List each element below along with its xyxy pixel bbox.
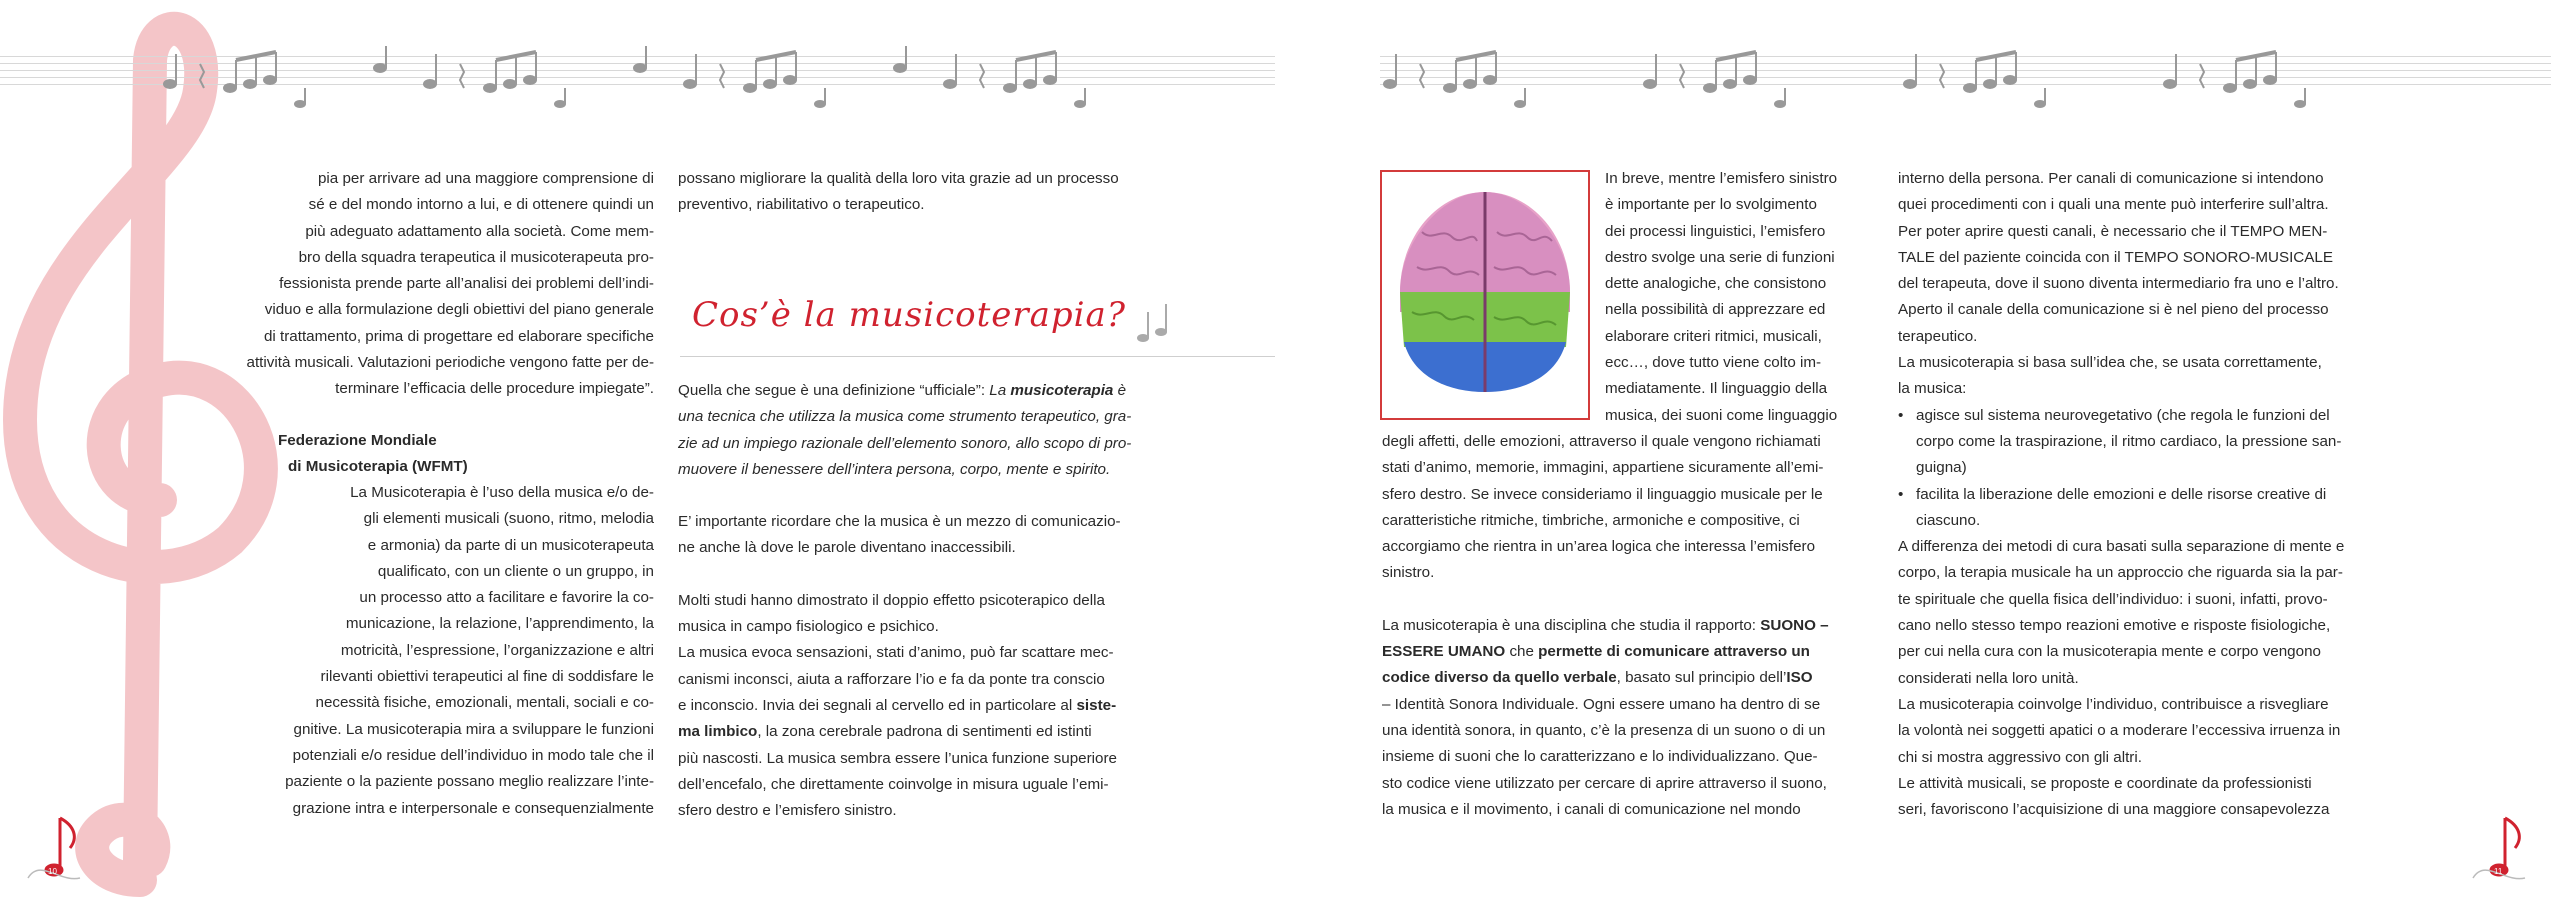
left-col2-top bbox=[678, 166, 1178, 219]
text-line: sto codice viene utilizzato per cercare di aprire attraverso il suono, bbox=[1382, 774, 1827, 792]
text-line: accorgiamo che rientra in un’area logica che interessa l’emisfero bbox=[1382, 538, 1816, 556]
text-line: chi si mostra aggressivo con gli altri. bbox=[1898, 748, 2142, 766]
org-heading bbox=[278, 428, 578, 481]
text-line: – Identità Sonora Individuale. Ogni essere umano ha dentro di se bbox=[1382, 695, 1821, 713]
text-line: la volontà nei soggetti apatici o a moderare l’eccessiva irruenza in bbox=[1898, 722, 2341, 740]
text-line: te spirituale che quella fisica dell’individuo: i suoni, infatti, provo- bbox=[1898, 590, 2328, 608]
text-line: La Musicoterapia è l’uso della musica e/o de- bbox=[350, 484, 654, 501]
text-line: codice diverso da quello verbale, basato sul principio dell’ISO bbox=[1382, 669, 1813, 687]
text-line: pia per arrivare ad una maggiore comprensione di bbox=[317, 170, 654, 187]
bullet-list bbox=[1898, 403, 2388, 534]
text-line: più adeguato adattamento alla società. Come mem- bbox=[305, 222, 654, 240]
text-line: più nascosti. La musica sembra essere l’unica funzione superiore bbox=[678, 749, 1117, 767]
left-col2-definition bbox=[678, 378, 1178, 824]
text-line: terapeutico. bbox=[1898, 327, 1978, 345]
right-col2 bbox=[1898, 166, 2388, 823]
text-line: nella possibilità di apprezzare ed bbox=[1605, 301, 1826, 319]
bold-sistema: siste- bbox=[1076, 696, 1117, 714]
text-line: degli affetti, delle emozioni, attraverso il quale vengono richiamati bbox=[1382, 433, 1821, 450]
left-col1-definition bbox=[178, 480, 654, 822]
text-line: Le attività musicali, se proposte e coordinate da professionisti bbox=[1898, 774, 2312, 792]
text-line: zie ad un impiego razionale dell’elemento sonoro, allo scopo di pro- bbox=[678, 434, 1132, 452]
text-line: e inconscio. Invia dei segnali al cervello ed in particolare al siste- bbox=[678, 696, 1117, 714]
text-line: per cui nella cura con la musicoterapia mente e corpo vengono bbox=[1898, 643, 2321, 661]
text-line: quei procedimenti con i quali una mente può interferire sull’altra. bbox=[1898, 196, 2329, 214]
left-col1-intro bbox=[178, 166, 654, 403]
text-line: attività musicali. Valutazioni periodiche vengono fatte per de- bbox=[246, 354, 654, 372]
right-col1-full bbox=[1382, 429, 1875, 823]
text-line: seri, favoriscono l’acquisizione di una maggiore consapevolezza bbox=[1898, 801, 2330, 819]
text-line: una identità sonora, in quanto, c’è la presenza di un suono o di un bbox=[1382, 721, 1826, 739]
text-line: motricità, l’espressione, l’organizzazione e altri bbox=[340, 641, 654, 659]
text-line: stati d’animo, memorie, immagini, appartiene sicuramente all’emi- bbox=[1382, 459, 1824, 477]
text-line: una tecnica che utilizza la musica come strumento terapeutico, gra- bbox=[678, 408, 1132, 426]
text-line: dei processi linguistici, l’emisfero bbox=[1605, 222, 1826, 240]
text-line: bro della squadra terapeutica il musicoterapeuta pro- bbox=[298, 248, 654, 266]
text-line: corpo, la terapia musicale ha un approccio che riguarda sia la par- bbox=[1898, 564, 2343, 582]
text-line: mediatamente. Il linguaggio della bbox=[1605, 380, 1828, 398]
text-line: A differenza dei metodi di cura basati sulla separazione di mente e bbox=[1898, 538, 2345, 556]
text-line: cano nello stesso tempo reazioni emotive e risposte fisiologiche, bbox=[1898, 617, 2331, 635]
text-line: muovere il benessere dell’intera persona, corpo, mente e spirito. bbox=[678, 460, 1111, 478]
brain-illustration-icon bbox=[1382, 172, 1588, 418]
text-line: elaborare criteri ritmici, musicali, bbox=[1605, 327, 1822, 345]
text-line: gnitive. La musicoterapia mira a sviluppare le funzioni bbox=[293, 720, 654, 738]
text-line: interno della persona. Per canali di comunicazione si intendono bbox=[1898, 170, 2324, 187]
text-line: musica, dei suoni come linguaggio bbox=[1605, 406, 1838, 424]
text-line: possano migliorare la qualità della loro vita grazie ad un processo bbox=[678, 170, 1119, 187]
text-line: rilevanti obiettivi terapeutici al fine di soddisfare le bbox=[320, 668, 654, 686]
text-line: e armonia) da parte di un musicoterapeuta bbox=[367, 536, 654, 554]
music-notes-left-icon bbox=[160, 44, 1180, 114]
text-line: dette analogiche, che consistono bbox=[1605, 275, 1827, 293]
section-title: Cos’è la musicoterapia? bbox=[692, 295, 1127, 335]
def-bold-term: musicoterapia bbox=[1010, 382, 1114, 399]
text-line: ESSERE UMANO che permette di comunicare attraverso un bbox=[1382, 643, 1810, 661]
text-line: Aperto il canale della comunicazione si è nel pieno del processo bbox=[1898, 301, 2329, 319]
title-notes-icon bbox=[1135, 298, 1175, 348]
brain-image bbox=[1380, 170, 1590, 420]
text-line: gli elementi musicali (suono, ritmo, melodia bbox=[363, 510, 654, 528]
def-italic-la: La bbox=[989, 382, 1011, 399]
text-line: insieme di suoni che lo caratterizzano e lo individualizzano. Que- bbox=[1382, 748, 1818, 766]
text-line: canismi inconsci, aiuta a rafforzare l’io e fa da ponte tra conscio bbox=[678, 670, 1105, 688]
text-line: ne anche là dove le parole diventano inaccessibili. bbox=[678, 539, 1016, 557]
text-line: del terapeuta, dove il suono diventa intermediario fra uno e l’altro. bbox=[1898, 275, 2339, 293]
text-line: In breve, mentre l’emisfero sinistro bbox=[1605, 170, 1838, 187]
text-line: La musica evoca sensazioni, stati d’animo, può far scattare mec- bbox=[678, 644, 1114, 662]
text-line: musica in campo fisiologico e psichico. bbox=[678, 618, 939, 636]
text-line: La musicoterapia è una disciplina che studia il rapporto: SUONO – bbox=[1382, 616, 1829, 634]
text-line: dell’encefalo, che direttamente coinvolge in misura uguale l’emi- bbox=[678, 775, 1109, 793]
text-line: sfero destro. Se invece consideriamo il linguaggio musicale per le bbox=[1382, 485, 1823, 503]
text-line: è importante per lo svolgimento bbox=[1605, 196, 1817, 214]
text-line: grazione intra e interpersonale e consequenzialmente bbox=[292, 799, 654, 817]
text-line: ecc…, dove tutto viene colto im- bbox=[1605, 354, 1822, 372]
text-line: sé e del mondo intorno a lui, e di ottenere quindi un bbox=[308, 196, 654, 214]
text-line: qualificato, con un cliente o un gruppo, in bbox=[377, 562, 654, 580]
text-line: potenziali e/o residue dell’individuo in modo tale che il bbox=[292, 746, 654, 764]
text-line: TALE del paziente coincida con il TEMPO SONORO-MUSICALE bbox=[1898, 248, 2333, 266]
page-number-note-icon-right bbox=[2465, 808, 2535, 888]
text-line: ma limbico, la zona cerebrale padrona di sentimenti ed istinti bbox=[678, 723, 1092, 741]
org-name-line2: di Musicoterapia (WFMT) bbox=[288, 458, 468, 476]
text-line: Molti studi hanno dimostrato il doppio effetto psicoterapico della bbox=[678, 591, 1105, 609]
text-line: La musicoterapia coinvolge l’individuo, contribuisce a risvegliare bbox=[1898, 695, 2329, 713]
text-line: un processo atto a facilitare e favorire la co- bbox=[359, 589, 654, 607]
text-line: la musica e il movimento, i canali di comunicazione nel mondo bbox=[1382, 800, 1801, 818]
text-line: Quella che segue è una definizione “ufficiale”: La musicoterapia è bbox=[678, 382, 1127, 399]
page-number-note-icon-left bbox=[20, 808, 90, 888]
text-line: paziente o la paziente possano meglio realizzare l’inte- bbox=[285, 773, 654, 791]
text-line: viduo e alla formulazione degli obiettivi del piano generale bbox=[264, 301, 654, 319]
text-line: necessità fisiche, emozionali, mentali, sociali e co- bbox=[315, 694, 654, 712]
org-name-line1: Federazione Mondiale bbox=[278, 432, 437, 449]
text-line: la musica: bbox=[1898, 380, 1967, 398]
def-prefix: Quella che segue è una definizione “ufficiale”: bbox=[678, 382, 990, 399]
text-line: La musicoterapia si basa sull’idea che, se usata correttamente, bbox=[1898, 354, 2322, 372]
text-line: E’ importante ricordare che la musica è un mezzo di comunicazio- bbox=[678, 513, 1121, 531]
text-line: sinistro. bbox=[1382, 564, 1435, 582]
list-item: • agisce sul sistema neurovegetativo (che regola le funzioni del corpo come la traspirazione, il ritmo cardiaco, la pressione san- guigna) bbox=[1898, 403, 2388, 482]
text-line: municazione, la relazione, l’apprendimento, la bbox=[345, 615, 654, 633]
list-item: • facilita la liberazione delle emozioni e delle risorse creative di ciascuno. bbox=[1898, 482, 2388, 535]
title-underline bbox=[680, 356, 1275, 357]
text-line: Per poter aprire questi canali, è necessario che il TEMPO MEN- bbox=[1898, 222, 2328, 240]
music-notes-right-icon bbox=[1380, 44, 2400, 114]
page-number-left: 10 bbox=[48, 867, 57, 876]
text-line: destro svolge una serie di funzioni bbox=[1605, 248, 1835, 266]
text-line: fessionista prende parte all’analisi dei problemi dell’indi- bbox=[279, 275, 654, 293]
text-line: sfero destro e l’emisfero sinistro. bbox=[678, 802, 897, 820]
text-line: caratteristiche ritmiche, timbriche, armoniche e compositive, ci bbox=[1382, 511, 1800, 529]
page-number-right: 11 bbox=[2494, 867, 2503, 876]
bold-limbico: ma limbico bbox=[678, 723, 758, 741]
text-line: terminare l’efficacia delle procedure impiegate”. bbox=[335, 380, 654, 398]
text-line: preventivo, riabilitativo o terapeutico. bbox=[678, 196, 925, 214]
text-line: considerati nella loro unità. bbox=[1898, 669, 2079, 687]
right-col1-wrap bbox=[1605, 166, 1875, 429]
text-line: di trattamento, prima di progettare ed elaborare specifiche bbox=[263, 327, 654, 345]
